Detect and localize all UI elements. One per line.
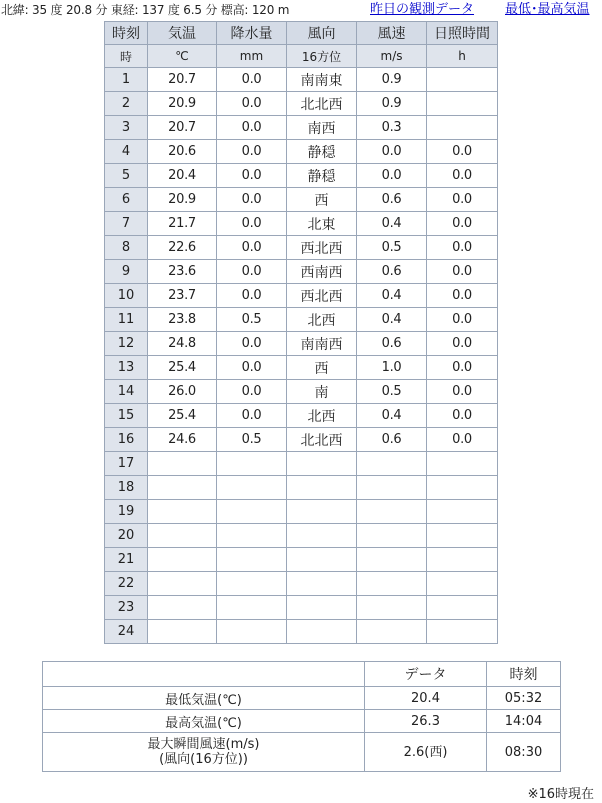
precipitation-cell: 0.0 — [217, 68, 287, 92]
summary-value: 2.6(西) — [365, 733, 487, 772]
wind-direction-cell — [287, 476, 357, 500]
temperature-cell — [148, 476, 217, 500]
summary-row — [43, 733, 561, 772]
current-time-note: ※16時現在 — [527, 787, 594, 802]
wind-speed-cell: 0.4 — [357, 404, 427, 428]
wind-direction-cell: 北北西 — [287, 428, 357, 452]
summary-label — [43, 733, 365, 772]
temperature-cell — [148, 452, 217, 476]
table-row — [105, 68, 498, 92]
sunshine-cell — [427, 548, 498, 572]
temperature-cell: 25.4 — [148, 404, 217, 428]
hour-cell: 20 — [105, 524, 148, 548]
sunshine-cell: 0.0 — [427, 140, 498, 164]
temperature-cell — [148, 548, 217, 572]
sunshine-cell — [427, 476, 498, 500]
temperature-cell — [148, 596, 217, 620]
wind-speed-cell — [357, 452, 427, 476]
wind-speed-cell: 0.6 — [357, 188, 427, 212]
precipitation-cell: 0.0 — [217, 260, 287, 284]
wind-direction-cell — [287, 572, 357, 596]
table-row — [105, 476, 498, 500]
hour-cell: 13 — [105, 356, 148, 380]
sunshine-cell: 0.0 — [427, 380, 498, 404]
sunshine-cell: 0.0 — [427, 356, 498, 380]
temperature-cell: 20.9 — [148, 188, 217, 212]
sunshine-cell: 0.0 — [427, 404, 498, 428]
temperature-cell: 21.7 — [148, 212, 217, 236]
temperature-cell: 26.0 — [148, 380, 217, 404]
unit-precipitation: mm — [217, 45, 287, 68]
wind-direction-cell: 南西 — [287, 116, 357, 140]
hour-cell: 18 — [105, 476, 148, 500]
wind-speed-cell: 0.3 — [357, 116, 427, 140]
precipitation-cell: 0.5 — [217, 428, 287, 452]
summary-value: 20.4 — [365, 687, 487, 710]
unit-sunshine: h — [427, 45, 498, 68]
hour-cell: 19 — [105, 500, 148, 524]
column-header-sunshine: 日照時間 — [427, 22, 498, 45]
hour-cell: 15 — [105, 404, 148, 428]
summary-value: 26.3 — [365, 710, 487, 733]
hour-cell: 5 — [105, 164, 148, 188]
sunshine-cell — [427, 524, 498, 548]
sunshine-cell — [427, 620, 498, 644]
hour-cell: 12 — [105, 332, 148, 356]
summary-label-line: 最大瞬間風速(m/s) — [147, 737, 260, 752]
wind-speed-cell: 1.0 — [357, 356, 427, 380]
wind-direction-cell: 静穏 — [287, 164, 357, 188]
temperature-cell: 23.7 — [148, 284, 217, 308]
table-row — [105, 620, 498, 644]
temperature-cell: 25.4 — [148, 356, 217, 380]
hour-cell: 16 — [105, 428, 148, 452]
wind-direction-cell: 西南西 — [287, 260, 357, 284]
precipitation-cell — [217, 548, 287, 572]
min-max-temp-link[interactable]: 最低･最高気温 — [505, 2, 590, 17]
hour-cell: 3 — [105, 116, 148, 140]
column-header-wind-direction: 風向 — [287, 22, 357, 45]
temperature-cell — [148, 524, 217, 548]
wind-speed-cell: 0.6 — [357, 332, 427, 356]
precipitation-cell — [217, 596, 287, 620]
precipitation-cell: 0.0 — [217, 356, 287, 380]
daily-summary-table — [42, 661, 561, 772]
summary-time: 05:32 — [487, 687, 561, 710]
sunshine-cell: 0.0 — [427, 332, 498, 356]
table-row — [105, 572, 498, 596]
wind-direction-cell: 西 — [287, 356, 357, 380]
unit-wind-speed: m/s — [357, 45, 427, 68]
unit-hour: 時 — [105, 45, 148, 68]
summary-label — [43, 687, 365, 710]
wind-direction-cell: 南南西 — [287, 332, 357, 356]
precipitation-cell: 0.0 — [217, 164, 287, 188]
wind-speed-cell: 0.4 — [357, 308, 427, 332]
sunshine-cell: 0.0 — [427, 284, 498, 308]
hour-cell: 6 — [105, 188, 148, 212]
wind-speed-cell: 0.0 — [357, 164, 427, 188]
column-header-precipitation: 降水量 — [217, 22, 287, 45]
wind-direction-cell — [287, 596, 357, 620]
table-row — [105, 380, 498, 404]
wind-speed-cell — [357, 476, 427, 500]
temperature-cell: 22.6 — [148, 236, 217, 260]
wind-speed-cell: 0.6 — [357, 428, 427, 452]
wind-speed-cell — [357, 572, 427, 596]
hour-cell: 17 — [105, 452, 148, 476]
yesterday-data-link[interactable]: 昨日の観測データ — [370, 2, 475, 17]
wind-direction-cell — [287, 524, 357, 548]
precipitation-cell: 0.0 — [217, 188, 287, 212]
sunshine-cell: 0.0 — [427, 260, 498, 284]
summary-row — [43, 687, 561, 710]
unit-temperature: ℃ — [148, 45, 217, 68]
hour-cell: 14 — [105, 380, 148, 404]
wind-direction-cell: 北東 — [287, 212, 357, 236]
temperature-cell — [148, 500, 217, 524]
wind-speed-cell: 0.5 — [357, 380, 427, 404]
wind-direction-cell — [287, 620, 357, 644]
precipitation-cell: 0.0 — [217, 236, 287, 260]
summary-row — [43, 710, 561, 733]
wind-direction-cell: 西北西 — [287, 236, 357, 260]
precipitation-cell — [217, 500, 287, 524]
hourly-units-row — [105, 45, 498, 68]
table-row — [105, 596, 498, 620]
table-row — [105, 500, 498, 524]
precipitation-cell: 0.0 — [217, 332, 287, 356]
table-row — [105, 116, 498, 140]
table-row — [105, 356, 498, 380]
table-row — [105, 236, 498, 260]
wind-speed-cell: 0.5 — [357, 236, 427, 260]
table-row — [105, 260, 498, 284]
wind-speed-cell — [357, 620, 427, 644]
hour-cell: 23 — [105, 596, 148, 620]
hour-cell: 22 — [105, 572, 148, 596]
table-row — [105, 140, 498, 164]
table-row — [105, 548, 498, 572]
precipitation-cell: 0.0 — [217, 140, 287, 164]
sunshine-cell: 0.0 — [427, 188, 498, 212]
hour-cell: 11 — [105, 308, 148, 332]
hour-cell: 7 — [105, 212, 148, 236]
sunshine-cell — [427, 500, 498, 524]
sunshine-cell — [427, 452, 498, 476]
sunshine-cell — [427, 68, 498, 92]
summary-label-line: 最高気温(℃) — [165, 715, 242, 731]
temperature-cell: 23.6 — [148, 260, 217, 284]
wind-speed-cell — [357, 500, 427, 524]
table-row — [105, 164, 498, 188]
wind-direction-cell: 南南東 — [287, 68, 357, 92]
wind-speed-cell: 0.6 — [357, 260, 427, 284]
wind-direction-cell: 北西 — [287, 404, 357, 428]
column-header-temperature: 気温 — [148, 22, 217, 45]
wind-direction-cell: 南 — [287, 380, 357, 404]
wind-speed-cell: 0.4 — [357, 284, 427, 308]
summary-header-item — [43, 662, 365, 687]
temperature-cell: 20.7 — [148, 116, 217, 140]
wind-direction-cell — [287, 452, 357, 476]
precipitation-cell — [217, 620, 287, 644]
temperature-cell — [148, 620, 217, 644]
hourly-header-row — [105, 22, 498, 45]
hour-cell: 2 — [105, 92, 148, 116]
wind-direction-cell — [287, 500, 357, 524]
sunshine-cell: 0.0 — [427, 308, 498, 332]
table-row — [105, 404, 498, 428]
temperature-cell: 20.4 — [148, 164, 217, 188]
hour-cell: 10 — [105, 284, 148, 308]
summary-header-row — [43, 662, 561, 687]
wind-speed-cell — [357, 596, 427, 620]
column-header-hour: 時刻 — [105, 22, 148, 45]
summary-time: 08:30 — [487, 733, 561, 772]
summary-time: 14:04 — [487, 710, 561, 733]
wind-direction-cell: 北北西 — [287, 92, 357, 116]
summary-label-line: (風向(16方位)) — [159, 752, 248, 767]
temperature-cell: 20.6 — [148, 140, 217, 164]
table-row — [105, 524, 498, 548]
precipitation-cell: 0.5 — [217, 308, 287, 332]
precipitation-cell — [217, 452, 287, 476]
precipitation-cell: 0.0 — [217, 404, 287, 428]
sunshine-cell — [427, 92, 498, 116]
temperature-cell — [148, 572, 217, 596]
temperature-cell: 20.7 — [148, 68, 217, 92]
unit-wind-direction: 16方位 — [287, 45, 357, 68]
temperature-cell: 24.6 — [148, 428, 217, 452]
wind-direction-cell: 静穏 — [287, 140, 357, 164]
sunshine-cell: 0.0 — [427, 212, 498, 236]
temperature-cell: 24.8 — [148, 332, 217, 356]
precipitation-cell: 0.0 — [217, 380, 287, 404]
sunshine-cell — [427, 596, 498, 620]
summary-label — [43, 710, 365, 733]
precipitation-cell: 0.0 — [217, 212, 287, 236]
wind-speed-cell: 0.9 — [357, 92, 427, 116]
sunshine-cell: 0.0 — [427, 428, 498, 452]
table-row — [105, 284, 498, 308]
location-bar — [0, 1, 602, 19]
table-row — [105, 332, 498, 356]
table-row — [105, 212, 498, 236]
table-row — [105, 308, 498, 332]
precipitation-cell — [217, 524, 287, 548]
precipitation-cell — [217, 572, 287, 596]
wind-speed-cell — [357, 524, 427, 548]
column-header-wind-speed: 風速 — [357, 22, 427, 45]
wind-speed-cell: 0.4 — [357, 212, 427, 236]
summary-label-line: 最低気温(℃) — [165, 692, 242, 708]
wind-speed-cell: 0.9 — [357, 68, 427, 92]
temperature-cell: 23.8 — [148, 308, 217, 332]
precipitation-cell: 0.0 — [217, 116, 287, 140]
summary-header-time: 時刻 — [487, 662, 561, 687]
table-row — [105, 428, 498, 452]
hour-cell: 8 — [105, 236, 148, 260]
temperature-cell: 20.9 — [148, 92, 217, 116]
hourly-observation-table — [104, 21, 498, 644]
sunshine-cell: 0.0 — [427, 236, 498, 260]
hour-cell: 4 — [105, 140, 148, 164]
precipitation-cell: 0.0 — [217, 92, 287, 116]
hour-cell: 24 — [105, 620, 148, 644]
sunshine-cell — [427, 572, 498, 596]
hour-cell: 1 — [105, 68, 148, 92]
hour-cell: 21 — [105, 548, 148, 572]
wind-direction-cell: 西 — [287, 188, 357, 212]
sunshine-cell — [427, 116, 498, 140]
wind-direction-cell: 北西 — [287, 308, 357, 332]
wind-direction-cell — [287, 548, 357, 572]
coordinates-text: 北緯: 35 度 20.8 分 東経: 137 度 6.5 分 標高: 120 m — [1, 3, 290, 17]
wind-direction-cell: 西北西 — [287, 284, 357, 308]
wind-speed-cell — [357, 548, 427, 572]
sunshine-cell: 0.0 — [427, 164, 498, 188]
table-row — [105, 92, 498, 116]
wind-speed-cell: 0.0 — [357, 140, 427, 164]
table-row — [105, 188, 498, 212]
precipitation-cell — [217, 476, 287, 500]
hour-cell: 9 — [105, 260, 148, 284]
precipitation-cell: 0.0 — [217, 284, 287, 308]
summary-header-data: データ — [365, 662, 487, 687]
table-row — [105, 452, 498, 476]
